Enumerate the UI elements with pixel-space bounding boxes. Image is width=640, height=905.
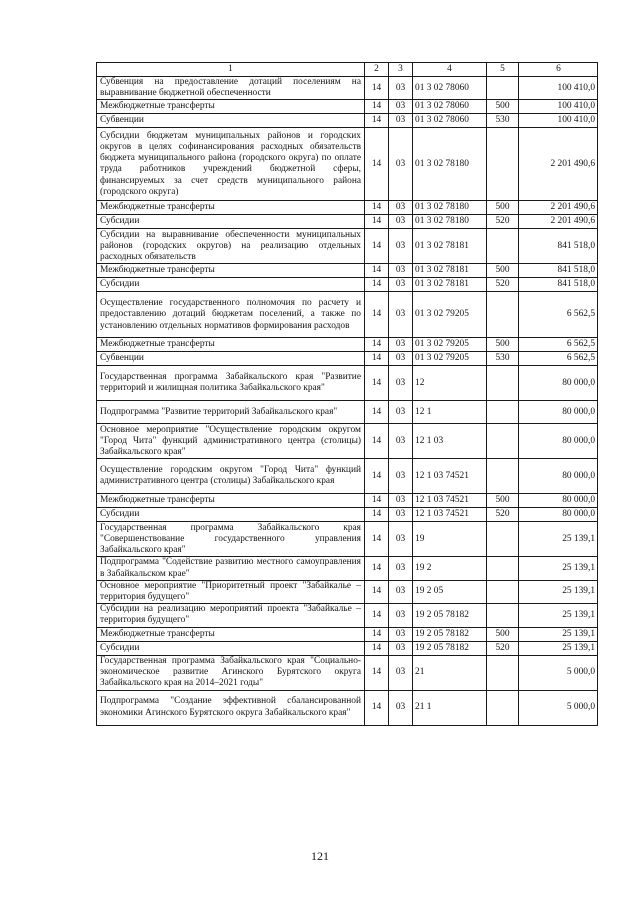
row-name-cell: Осуществление городским округом "Город Чита" функций административного центра (столицы) Забайкальского края — [97, 459, 365, 494]
amount-cell: 100 410,0 — [519, 77, 598, 100]
expense-type-cell: 520 — [487, 641, 519, 655]
row-name-cell: Субсидии — [97, 508, 365, 522]
expense-type-cell: 500 — [487, 100, 519, 114]
amount-cell: 80 000,0 — [519, 424, 598, 459]
expense-type-cell: 500 — [487, 627, 519, 641]
amount-cell: 100 410,0 — [519, 114, 598, 128]
section-cell: 14 — [365, 229, 389, 264]
section-cell: 14 — [365, 114, 389, 128]
table-row — [97, 604, 598, 627]
subsection-cell: 03 — [389, 338, 413, 352]
col-header-6: 6 — [519, 63, 598, 77]
target-article-cell: 19 2 — [413, 557, 487, 580]
row-name-cell: Государственная программа Забайкальского края "Социально-экономическое развитие Агинского Бурятского округа Забайкальского края на 2014–2021 годы" — [97, 655, 365, 690]
row-name-cell: Субвенции — [97, 114, 365, 128]
target-article-cell: 12 1 03 74521 — [413, 459, 487, 494]
target-article-cell: 01 3 02 78181 — [413, 278, 487, 292]
amount-cell: 100 410,0 — [519, 100, 598, 114]
section-cell: 14 — [365, 424, 389, 459]
target-article-cell: 01 3 02 78180 — [413, 215, 487, 229]
table-row — [97, 557, 598, 580]
table-header-row — [97, 63, 598, 77]
section-cell: 14 — [365, 604, 389, 627]
row-name-cell: Основное мероприятие "Осуществление городским округом "Город Чита" функций административного центра (столицы) Забайкальского края" — [97, 424, 365, 459]
section-cell: 14 — [365, 655, 389, 690]
amount-cell: 25 139,1 — [519, 641, 598, 655]
target-article-cell: 12 1 — [413, 401, 487, 424]
table-row — [97, 627, 598, 641]
target-article-cell: 01 3 02 78180 — [413, 128, 487, 201]
expense-type-cell: 500 — [487, 338, 519, 352]
row-name-cell: Основное мероприятие "Приоритетный проект "Забайкалье – территория будущего" — [97, 580, 365, 603]
target-article-cell: 12 1 03 74521 — [413, 494, 487, 508]
expense-type-cell — [487, 655, 519, 690]
amount-cell: 5 000,0 — [519, 655, 598, 690]
expense-type-cell: 500 — [487, 494, 519, 508]
table-row — [97, 352, 598, 366]
expense-type-cell — [487, 604, 519, 627]
row-name-cell: Субсидии — [97, 641, 365, 655]
section-cell: 14 — [365, 627, 389, 641]
expense-type-cell — [487, 366, 519, 401]
row-name-cell: Межбюджетные трансферты — [97, 100, 365, 114]
table-row — [97, 366, 598, 401]
subsection-cell: 03 — [389, 522, 413, 557]
row-name-cell: Субсидии — [97, 215, 365, 229]
table-row — [97, 229, 598, 264]
expense-type-cell — [487, 459, 519, 494]
table-row — [97, 494, 598, 508]
table-row — [97, 655, 598, 690]
table-row — [97, 508, 598, 522]
amount-cell: 80 000,0 — [519, 459, 598, 494]
row-name-cell: Государственная программа Забайкальского края "Совершенствование государственного управления Забайкальского края" — [97, 522, 365, 557]
row-name-cell: Межбюджетные трансферты — [97, 201, 365, 215]
target-article-cell: 12 1 03 74521 — [413, 508, 487, 522]
table-row — [97, 264, 598, 278]
row-name-cell: Субвенция на предоставление дотаций поселениям на выравнивание бюджетной обеспеченности — [97, 77, 365, 100]
target-article-cell: 01 3 02 78060 — [413, 77, 487, 100]
expense-type-cell: 520 — [487, 215, 519, 229]
amount-cell: 80 000,0 — [519, 508, 598, 522]
expense-type-cell: 500 — [487, 201, 519, 215]
section-cell: 14 — [365, 292, 389, 338]
subsection-cell: 03 — [389, 128, 413, 201]
expense-type-cell — [487, 292, 519, 338]
section-cell: 14 — [365, 215, 389, 229]
target-article-cell: 01 3 02 79205 — [413, 352, 487, 366]
section-cell: 14 — [365, 338, 389, 352]
section-cell: 14 — [365, 264, 389, 278]
row-name-cell: Субсидии на реализацию мероприятий проекта "Забайкалье – территория будущего" — [97, 604, 365, 627]
expense-type-cell — [487, 77, 519, 100]
subsection-cell: 03 — [389, 292, 413, 338]
expense-type-cell — [487, 522, 519, 557]
amount-cell: 6 562,5 — [519, 352, 598, 366]
col-header-1: 1 — [97, 63, 365, 77]
row-name-cell: Межбюджетные трансферты — [97, 494, 365, 508]
table-row — [97, 278, 598, 292]
subsection-cell: 03 — [389, 401, 413, 424]
target-article-cell: 01 3 02 78181 — [413, 229, 487, 264]
subsection-cell: 03 — [389, 494, 413, 508]
section-cell: 14 — [365, 100, 389, 114]
target-article-cell: 01 3 02 78060 — [413, 114, 487, 128]
target-article-cell: 21 1 — [413, 690, 487, 725]
target-article-cell: 01 3 02 78180 — [413, 201, 487, 215]
section-cell: 14 — [365, 459, 389, 494]
section-cell: 14 — [365, 366, 389, 401]
amount-cell: 2 201 490,6 — [519, 128, 598, 201]
subsection-cell: 03 — [389, 557, 413, 580]
table-row — [97, 215, 598, 229]
amount-cell: 25 139,1 — [519, 604, 598, 627]
target-article-cell: 19 2 05 78182 — [413, 604, 487, 627]
target-article-cell: 19 2 05 — [413, 580, 487, 603]
target-article-cell: 12 1 03 — [413, 424, 487, 459]
amount-cell: 80 000,0 — [519, 366, 598, 401]
amount-cell: 5 000,0 — [519, 690, 598, 725]
expense-type-cell: 500 — [487, 264, 519, 278]
subsection-cell: 03 — [389, 100, 413, 114]
expense-type-cell — [487, 424, 519, 459]
row-name-cell: Подпрограмма "Развитие территорий Забайкальского края" — [97, 401, 365, 424]
subsection-cell: 03 — [389, 114, 413, 128]
subsection-cell: 03 — [389, 424, 413, 459]
subsection-cell: 03 — [389, 641, 413, 655]
expense-type-cell — [487, 580, 519, 603]
section-cell: 14 — [365, 522, 389, 557]
table-row — [97, 459, 598, 494]
row-name-cell: Подпрограмма "Содействие развитию местного самоуправления в Забайкальском крае" — [97, 557, 365, 580]
section-cell: 14 — [365, 508, 389, 522]
col-header-4: 4 — [413, 63, 487, 77]
amount-cell: 25 139,1 — [519, 557, 598, 580]
col-header-3: 3 — [389, 63, 413, 77]
budget-table — [96, 62, 598, 726]
row-name-cell: Субсидии — [97, 278, 365, 292]
expense-type-cell — [487, 229, 519, 264]
amount-cell: 80 000,0 — [519, 494, 598, 508]
table-row — [97, 580, 598, 603]
target-article-cell: 19 2 05 78182 — [413, 641, 487, 655]
page-number: 121 — [311, 849, 329, 863]
expense-type-cell: 520 — [487, 278, 519, 292]
col-header-5: 5 — [487, 63, 519, 77]
section-cell: 14 — [365, 557, 389, 580]
amount-cell: 841 518,0 — [519, 229, 598, 264]
target-article-cell: 01 3 02 79205 — [413, 292, 487, 338]
section-cell: 14 — [365, 128, 389, 201]
target-article-cell: 01 3 02 79205 — [413, 338, 487, 352]
table-row — [97, 201, 598, 215]
target-article-cell: 19 2 05 78182 — [413, 627, 487, 641]
row-name-cell: Межбюджетные трансферты — [97, 338, 365, 352]
row-name-cell: Субвенции — [97, 352, 365, 366]
col-header-2: 2 — [365, 63, 389, 77]
subsection-cell: 03 — [389, 352, 413, 366]
amount-cell: 2 201 490,6 — [519, 201, 598, 215]
subsection-cell: 03 — [389, 201, 413, 215]
subsection-cell: 03 — [389, 459, 413, 494]
row-name-cell: Подпрограмма "Создание эффективной сбалансированной экономики Агинского Бурятского округа Забайкальского края" — [97, 690, 365, 725]
row-name-cell: Межбюджетные трансферты — [97, 627, 365, 641]
subsection-cell: 03 — [389, 690, 413, 725]
row-name-cell: Осуществление государственного полномочия по расчету и предоставлению дотаций бюджетам поселений, а также по установлению отдельных нормативов формирования расходов — [97, 292, 365, 338]
subsection-cell: 03 — [389, 264, 413, 278]
amount-cell: 25 139,1 — [519, 627, 598, 641]
table-row — [97, 690, 598, 725]
section-cell: 14 — [365, 201, 389, 215]
section-cell: 14 — [365, 278, 389, 292]
table-row — [97, 641, 598, 655]
section-cell: 14 — [365, 641, 389, 655]
target-article-cell: 19 — [413, 522, 487, 557]
table-row — [97, 522, 598, 557]
expense-type-cell — [487, 557, 519, 580]
amount-cell: 25 139,1 — [519, 522, 598, 557]
expense-type-cell — [487, 401, 519, 424]
expense-type-cell: 530 — [487, 352, 519, 366]
target-article-cell: 21 — [413, 655, 487, 690]
table-row — [97, 100, 598, 114]
amount-cell: 2 201 490,6 — [519, 215, 598, 229]
table-row — [97, 401, 598, 424]
subsection-cell: 03 — [389, 215, 413, 229]
section-cell: 14 — [365, 77, 389, 100]
row-name-cell: Субсидии на выравнивание обеспеченности муниципальных районов (городских округов) на реализацию отдельных расходных обязательств — [97, 229, 365, 264]
amount-cell: 80 000,0 — [519, 401, 598, 424]
table-row — [97, 338, 598, 352]
subsection-cell: 03 — [389, 366, 413, 401]
row-name-cell: Межбюджетные трансферты — [97, 264, 365, 278]
section-cell: 14 — [365, 401, 389, 424]
table-row — [97, 292, 598, 338]
target-article-cell: 01 3 02 78060 — [413, 100, 487, 114]
section-cell: 14 — [365, 494, 389, 508]
subsection-cell: 03 — [389, 508, 413, 522]
subsection-cell: 03 — [389, 604, 413, 627]
subsection-cell: 03 — [389, 77, 413, 100]
amount-cell: 6 562,5 — [519, 292, 598, 338]
amount-cell: 6 562,5 — [519, 338, 598, 352]
subsection-cell: 03 — [389, 655, 413, 690]
expense-type-cell: 530 — [487, 114, 519, 128]
target-article-cell: 12 — [413, 366, 487, 401]
section-cell: 14 — [365, 352, 389, 366]
expense-type-cell — [487, 690, 519, 725]
row-name-cell: Государственная программа Забайкальского края "Развитие территорий и жилищная политика Забайкальского края" — [97, 366, 365, 401]
table-row — [97, 128, 598, 201]
expense-type-cell: 520 — [487, 508, 519, 522]
amount-cell: 841 518,0 — [519, 264, 598, 278]
expense-type-cell — [487, 128, 519, 201]
table-row — [97, 424, 598, 459]
target-article-cell: 01 3 02 78181 — [413, 264, 487, 278]
amount-cell: 25 139,1 — [519, 580, 598, 603]
subsection-cell: 03 — [389, 580, 413, 603]
subsection-cell: 03 — [389, 627, 413, 641]
row-name-cell: Субсидии бюджетам муниципальных районов и городских округов в целях софинансирования расходных обязательств бюджета муниципального района (городского округа) по оплате труда работников учреждений бюджетной сферы, финансируемых за счет средств муниципального района (городского округа) — [97, 128, 365, 201]
subsection-cell: 03 — [389, 278, 413, 292]
subsection-cell: 03 — [389, 229, 413, 264]
section-cell: 14 — [365, 690, 389, 725]
table-row — [97, 77, 598, 100]
amount-cell: 841 518,0 — [519, 278, 598, 292]
table-row — [97, 114, 598, 128]
section-cell: 14 — [365, 580, 389, 603]
